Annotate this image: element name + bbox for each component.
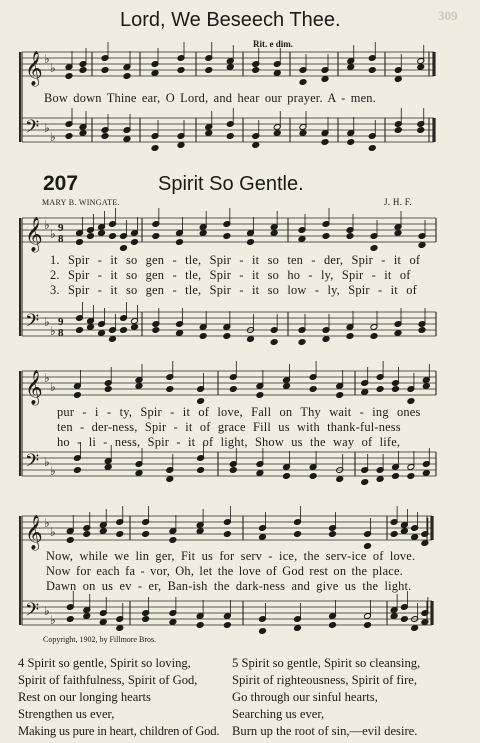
note bbox=[83, 531, 91, 538]
note bbox=[142, 616, 150, 623]
note bbox=[101, 67, 109, 74]
note bbox=[120, 327, 128, 334]
flat-sign: ♭ bbox=[50, 61, 56, 75]
note bbox=[196, 622, 204, 629]
note bbox=[166, 476, 174, 483]
note bbox=[329, 531, 337, 538]
note bbox=[364, 622, 372, 629]
note bbox=[76, 239, 84, 246]
flat-sign: ♭ bbox=[44, 218, 50, 232]
note bbox=[226, 133, 234, 140]
note bbox=[421, 540, 429, 547]
note bbox=[299, 130, 307, 137]
note bbox=[135, 470, 143, 477]
note bbox=[400, 616, 408, 623]
system2-verse1: pur - i - ty, Spir - it of love, Fall on Thy wait - ing ones bbox=[57, 405, 421, 419]
bass-clef: 𝄢 bbox=[25, 451, 40, 476]
copyright-notice: Copyright, 1902, by Fillmore Bros. bbox=[43, 635, 157, 644]
note bbox=[205, 67, 213, 74]
note bbox=[309, 386, 317, 393]
system1-verse1: 1. Spir - it so gen - tle, Spir - it so ten - der, Spir - it of bbox=[50, 253, 421, 267]
flat-sign: ♭ bbox=[44, 455, 50, 469]
note bbox=[394, 76, 402, 83]
note bbox=[123, 73, 131, 80]
note bbox=[152, 327, 160, 334]
note bbox=[390, 531, 398, 538]
treble-clef: 𝄞 bbox=[25, 370, 43, 405]
page-number: 309 bbox=[438, 8, 458, 23]
note bbox=[177, 67, 185, 74]
hymn-number: 207 bbox=[43, 172, 79, 195]
note bbox=[294, 531, 302, 538]
note bbox=[422, 470, 430, 477]
note bbox=[417, 64, 425, 71]
note bbox=[259, 534, 267, 541]
note bbox=[151, 70, 159, 77]
note bbox=[79, 67, 87, 74]
note bbox=[76, 327, 84, 334]
treble-clef: 𝄞 bbox=[25, 515, 43, 550]
dynamics-marking: Rit. e dim. bbox=[253, 39, 293, 49]
note bbox=[87, 233, 95, 240]
note bbox=[104, 464, 112, 471]
flat-sign: ♭ bbox=[44, 604, 50, 618]
system3-verse1: Now, while we lin ger, Fit us for serv - ice, the serv-ice of love. bbox=[46, 549, 416, 563]
note bbox=[205, 130, 213, 137]
note bbox=[368, 67, 376, 74]
bass-clef: 𝄢 bbox=[25, 600, 40, 625]
note bbox=[176, 330, 184, 337]
note bbox=[99, 528, 107, 535]
note bbox=[176, 239, 184, 246]
note bbox=[298, 236, 306, 243]
flat-sign: ♭ bbox=[50, 380, 56, 394]
note bbox=[321, 139, 329, 146]
verse-4-line: 4 Spirit so gentle, Spirit so loving, bbox=[18, 656, 191, 670]
note bbox=[66, 537, 74, 544]
note bbox=[321, 76, 329, 83]
flat-sign: ♭ bbox=[44, 52, 50, 66]
note bbox=[73, 392, 81, 399]
note bbox=[199, 230, 207, 237]
note bbox=[256, 392, 264, 399]
bass-clef: 𝄢 bbox=[25, 117, 40, 142]
note bbox=[123, 136, 131, 143]
note bbox=[394, 127, 402, 134]
note bbox=[223, 333, 231, 340]
verse-4-line: Making us pure in heart, children of God. bbox=[18, 724, 220, 738]
treble-clef: 𝄞 bbox=[25, 217, 43, 252]
note bbox=[270, 230, 278, 237]
note bbox=[99, 619, 107, 626]
note bbox=[422, 383, 430, 390]
note bbox=[322, 336, 330, 343]
note bbox=[152, 233, 160, 240]
time-signature: 9 bbox=[58, 316, 64, 328]
note bbox=[177, 142, 185, 149]
note bbox=[247, 336, 255, 343]
note bbox=[226, 64, 234, 71]
system3-verse3: Dawn on us ev - er, Ban-ish the dark-ness and give us the light. bbox=[46, 579, 412, 593]
flat-sign: ♭ bbox=[50, 613, 56, 627]
note bbox=[247, 239, 255, 246]
note bbox=[120, 245, 128, 252]
note bbox=[417, 127, 425, 134]
note bbox=[283, 383, 291, 390]
note bbox=[400, 528, 408, 535]
note bbox=[252, 142, 260, 149]
verse-5-line: Spirit of righteousness, Spirit of fire, bbox=[232, 673, 418, 687]
note bbox=[199, 333, 207, 340]
verse-5-line: Burn up the root of sin,—evil desire. bbox=[232, 724, 418, 738]
note bbox=[394, 330, 402, 337]
time-signature: 9 bbox=[58, 222, 64, 234]
flat-sign: ♭ bbox=[50, 130, 56, 144]
flat-sign: ♭ bbox=[50, 324, 56, 338]
note bbox=[166, 386, 174, 393]
flat-sign: ♭ bbox=[44, 315, 50, 329]
note bbox=[418, 242, 426, 249]
treble-clef: 𝄞 bbox=[25, 51, 43, 86]
note bbox=[283, 473, 291, 480]
verse-5-line: Searching us ever, bbox=[232, 707, 325, 721]
note bbox=[256, 470, 264, 477]
note bbox=[131, 239, 139, 246]
note bbox=[169, 619, 177, 626]
note bbox=[259, 628, 267, 635]
hymn-a-lyrics: Bow down Thine ear, O Lord, and hear our prayer. A - men. bbox=[44, 91, 376, 105]
verse-5-line: Go through our sinful hearts, bbox=[232, 690, 378, 704]
note bbox=[104, 386, 112, 393]
note bbox=[109, 233, 117, 240]
note bbox=[65, 73, 73, 80]
note bbox=[418, 327, 426, 334]
note bbox=[376, 476, 384, 483]
flat-sign: ♭ bbox=[50, 227, 56, 241]
note bbox=[83, 613, 91, 620]
note bbox=[309, 473, 317, 480]
flat-sign: ♭ bbox=[44, 121, 50, 135]
note bbox=[346, 233, 354, 240]
note bbox=[270, 339, 278, 346]
flat-sign: ♭ bbox=[44, 371, 50, 385]
system3-verse2: Now for each fa - vor, Oh, let the love of God rest on the place. bbox=[46, 564, 403, 578]
note bbox=[298, 339, 306, 346]
note bbox=[364, 543, 372, 550]
note bbox=[392, 473, 400, 480]
note bbox=[407, 473, 415, 480]
flat-sign: ♭ bbox=[50, 464, 56, 478]
author-credit: MARY B. WINGATE. bbox=[42, 198, 120, 207]
system2-verse2: ten - der-ness, Spir - it of grace Fill us with thank-ful-ness bbox=[57, 420, 401, 434]
flat-sign: ♭ bbox=[50, 525, 56, 539]
note bbox=[421, 619, 429, 626]
bass-clef: 𝄢 bbox=[25, 311, 40, 336]
note bbox=[223, 531, 231, 538]
note bbox=[66, 616, 74, 623]
note bbox=[370, 333, 378, 340]
note bbox=[411, 534, 419, 541]
note bbox=[346, 333, 354, 340]
note bbox=[273, 130, 281, 137]
note bbox=[361, 479, 369, 486]
note bbox=[101, 133, 109, 140]
note bbox=[329, 622, 337, 629]
note bbox=[322, 233, 330, 240]
note bbox=[252, 67, 260, 74]
note bbox=[73, 467, 81, 474]
hymn-a-title: Lord, We Beseech Thee. bbox=[120, 9, 341, 31]
note bbox=[109, 336, 117, 343]
note bbox=[87, 324, 95, 331]
note bbox=[376, 386, 384, 393]
verse-4-line: Strengthen us ever, bbox=[18, 707, 115, 721]
note bbox=[135, 383, 143, 390]
note bbox=[116, 625, 124, 632]
note bbox=[299, 79, 307, 86]
note bbox=[116, 531, 124, 538]
system1-verse2: 2. Spir - it so gen - tle, Spir - it so ho - ly, Spir - it of bbox=[50, 268, 411, 282]
time-signature: 8 bbox=[58, 327, 64, 339]
system2-verse3: ho - li - ness, Spir - it of light, Show us the way of life, bbox=[57, 435, 401, 449]
note bbox=[336, 476, 344, 483]
note bbox=[294, 625, 302, 632]
note bbox=[131, 324, 139, 331]
note bbox=[368, 145, 376, 152]
note bbox=[229, 467, 237, 474]
note bbox=[336, 392, 344, 399]
note bbox=[394, 230, 402, 237]
note bbox=[223, 233, 231, 240]
note bbox=[197, 398, 205, 405]
note bbox=[223, 622, 231, 629]
note bbox=[98, 330, 106, 337]
note bbox=[151, 145, 159, 152]
note bbox=[411, 625, 419, 632]
composer-credit: J. H. F. bbox=[384, 197, 412, 207]
note bbox=[370, 245, 378, 252]
note bbox=[169, 537, 177, 544]
time-signature: 8 bbox=[58, 233, 64, 245]
hymn-b-title: Spirit So Gentle. bbox=[158, 173, 304, 195]
note bbox=[273, 70, 281, 77]
verse-4-line: Rest on our longing hearts bbox=[18, 690, 151, 704]
note bbox=[98, 230, 106, 237]
note bbox=[196, 528, 204, 535]
verse-4-line: Spirit of faithfulness, Spirit of God, bbox=[18, 673, 198, 687]
note bbox=[361, 389, 369, 396]
system1-verse3: 3. Spir - it so gen - tle, Spir - it so low - ly, Spir - it of bbox=[50, 283, 417, 297]
note bbox=[197, 467, 205, 474]
note bbox=[347, 64, 355, 71]
note bbox=[407, 398, 415, 405]
flat-sign: ♭ bbox=[44, 516, 50, 530]
note bbox=[347, 139, 355, 146]
note bbox=[65, 133, 73, 140]
note bbox=[79, 130, 87, 137]
verse-5-line: 5 Spirit so gentle, Spirit so cleansing, bbox=[232, 656, 421, 670]
note bbox=[392, 386, 400, 393]
note bbox=[142, 531, 150, 538]
note bbox=[390, 613, 398, 620]
note bbox=[229, 386, 237, 393]
